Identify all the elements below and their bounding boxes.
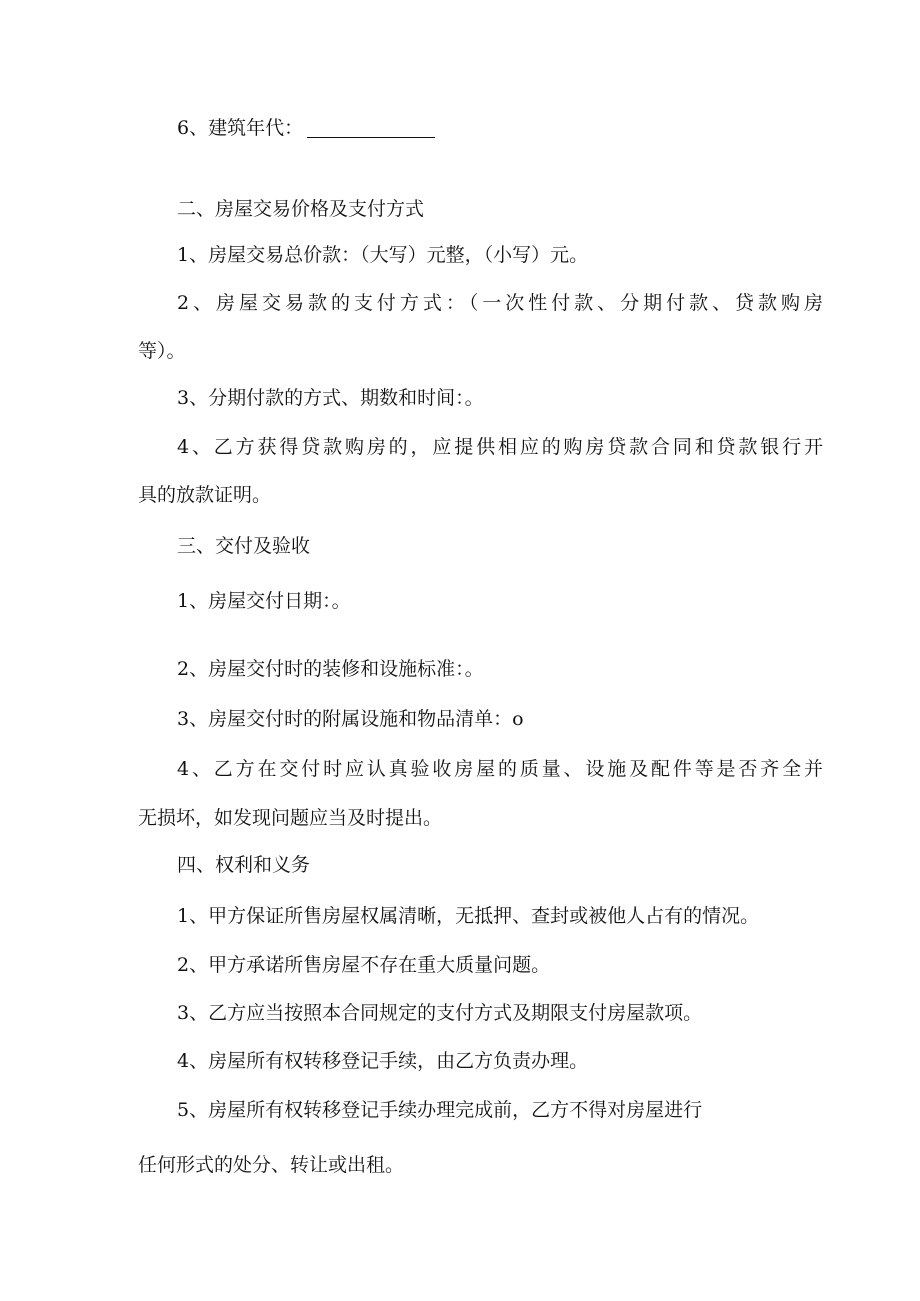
paragraph-installment: 3、分期付款的方式、期数和时间：。 (177, 387, 484, 409)
paragraph-inspection-line1: 4、乙方在交付时应认真验收房屋的质量、设施及配件等是否齐全并 (177, 758, 823, 780)
paragraph-delivery-date: 1、房屋交付日期：。 (177, 590, 351, 612)
section-heading-delivery: 三、交付及验收 (177, 535, 311, 557)
paragraph-loan-line2: 具的放款证明。 (138, 484, 272, 506)
paragraph-party-a-title-clear: 1、甲方保证所售房屋权属清晰，无抵押、查封或被他人占有的情况。 (177, 905, 760, 927)
paragraph-payment-method-line1: 2、房屋交易款的支付方式：（一次性付款、分期付款、贷款购房 (177, 292, 823, 314)
paragraph-inspection-line2: 无损坏，如发现问题应当及时提出。 (138, 807, 443, 829)
paragraph-party-b-payment: 3、乙方应当按照本合同规定的支付方式及期限支付房屋款项。 (177, 1002, 703, 1024)
paragraph-no-disposal-line1: 5、房屋所有权转移登记手续办理完成前，乙方不得对房屋进行 (177, 1099, 703, 1121)
item-building-year (177, 118, 435, 138)
building-year-blank (307, 118, 435, 138)
paragraph-facility-list: 3、房屋交付时的附属设施和物品清单：o (177, 708, 524, 730)
paragraph-payment-method-line2: 等）。 (138, 340, 186, 362)
paragraph-party-a-quality: 2、甲方承诺所售房屋不存在重大质量问题。 (177, 954, 551, 976)
paragraph-no-disposal-line2: 任何形式的处分、转让或出租。 (138, 1154, 405, 1176)
paragraph-loan-line1: 4、乙方获得贷款购房的，应提供相应的购房贷款合同和贷款银行开 (177, 436, 823, 458)
section-heading-rights: 四、权利和义务 (177, 854, 311, 876)
section-heading-price-payment: 二、房屋交易价格及支付方式 (177, 198, 425, 220)
paragraph-decoration-standard: 2、房屋交付时的装修和设施标准：。 (177, 658, 484, 680)
paragraph-transfer-registration: 4、房屋所有权转移登记手续，由乙方负责办理。 (177, 1050, 589, 1072)
item-building-year-label: 6、建筑年代： (177, 117, 304, 139)
paragraph-total-price: 1、房屋交易总价款：（大写）元整，（小写）元。 (177, 244, 589, 266)
